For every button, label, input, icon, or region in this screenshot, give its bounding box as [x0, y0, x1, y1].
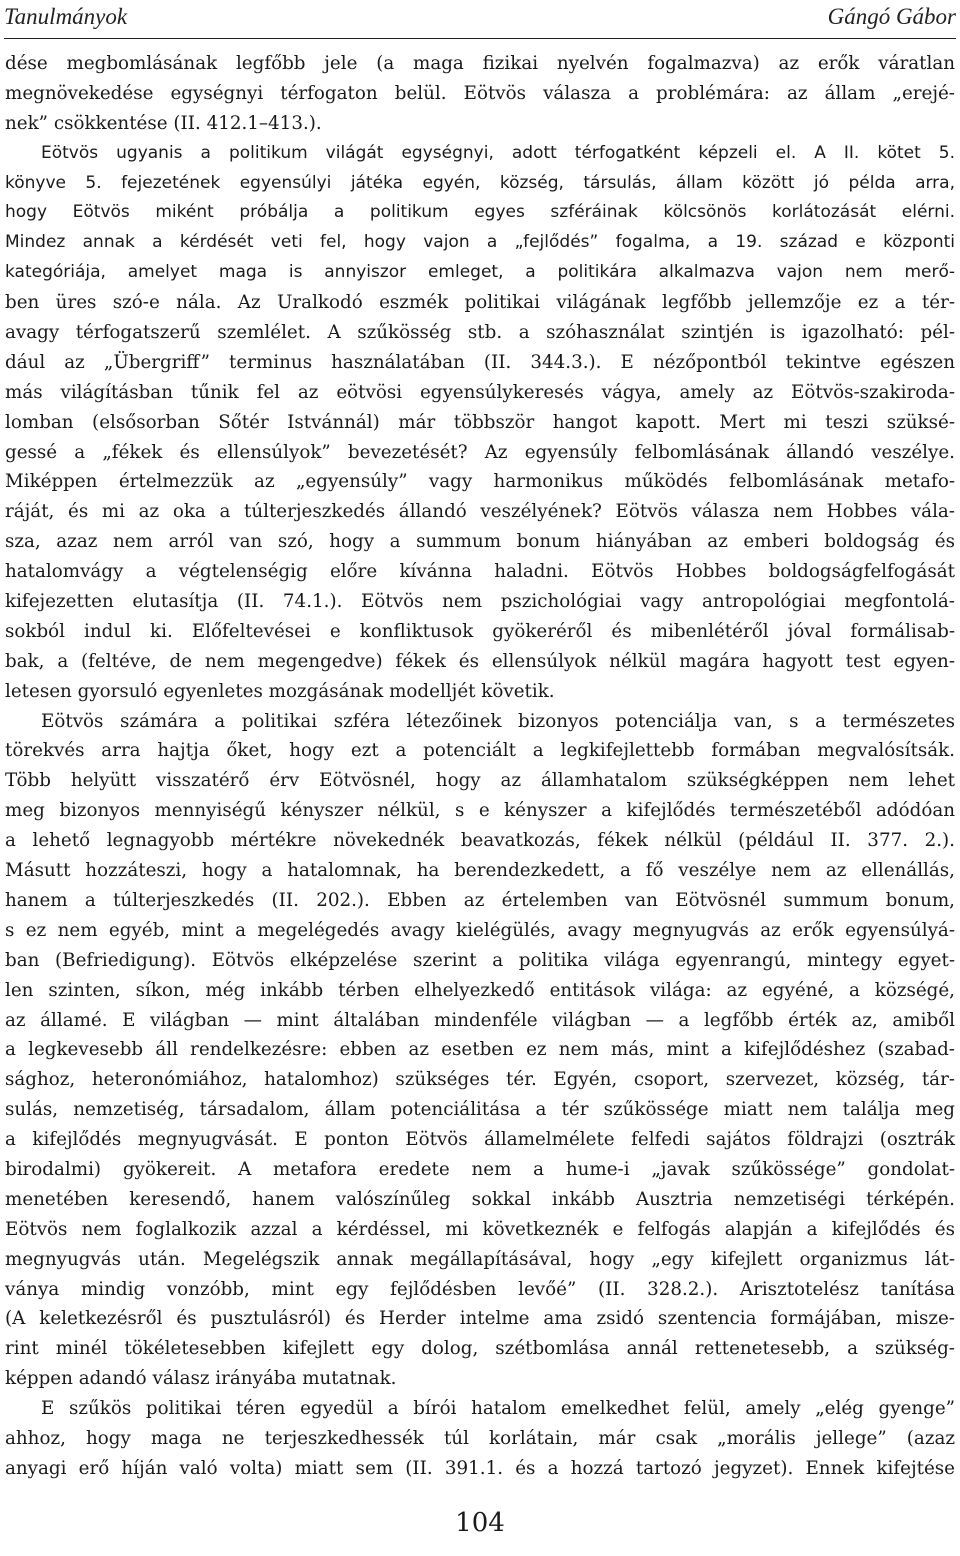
text-line: birodalmi) gyökereit. A metafora eredete nem a hume-i „javak szűkössége” gondolat- [5, 1158, 955, 1180]
text-line: hogy Eötvös miként próbálja a politikum egyes szféráinak kölcsönös korlátozását elérni. [5, 202, 955, 223]
text-line: könyve 5. fejezetének egyensúlyi játéka egyén, község, társulás, állam között jó példa arra, [5, 172, 955, 193]
body-text [5, 49, 955, 1484]
text-line: Miképpen értelmezzük az „egyensúly” vagy harmonikus működés felbomlásának metafo- [5, 471, 955, 493]
running-header [4, 0, 956, 34]
header-author: Gángó Gábor [827, 4, 956, 29]
text-line: ben üres szó-e nála. Az Uralkodó eszmék politikai világának legfőbb jellemzője ez a tér- [5, 292, 955, 314]
text-line: képpen adandó válasz irányába mutatnak. [5, 1368, 397, 1390]
text-line: menetében keresendő, hanem valószínűleg sokkal inkább Ausztria nemzetiségi térképén. [5, 1188, 955, 1210]
text-line: ráját, és mi az oka a túlterjeszkedés állandó veszélyének? Eötvös válasza nem Hobbes vála- [5, 501, 955, 523]
text-line: lomban (elsősorban Sőtér Istvánnál) már többször hangot kapott. Mert mi teszi szüksé- [5, 411, 955, 433]
text-line: hatalomvágy a végtelenségig előre kívánna haladni. Eötvös Hobbes boldogságfelfogását [5, 561, 955, 583]
text-line: rint minél tökéletesebben kifejlett egy dolog, szétbomlása annál rettenetesebb, a szükség- [5, 1338, 955, 1360]
text-line: az államé. E világban — mint általában mindenféle világban — a legfőbb érték az, amiből [5, 1009, 955, 1031]
text-line: anyagi erő híján való volta) miatt sem (II. 391.1. és a hozzá tartozó jegyzet). Ennek kifejtése [5, 1457, 955, 1479]
text-line: ványa mindig vonzóbb, mint egy fejlődésben levőé” (II. 328.2.). Arisztotelész tanítása [5, 1278, 955, 1300]
text-line: a kifejlődés megnyugvását. E ponton Eötvös államelmélete felfedi sajátos földrajzi (osztrák [5, 1129, 955, 1151]
text-line: meg bizonyos mennyiségű kényszer nélkül, s e kényszer a kifejlődés természetéből adódóan [5, 800, 955, 822]
text-line: Eötvös nem foglalkozik azzal a kérdéssel, mi következnék e felfogás alapján a kifejlődés és [5, 1218, 955, 1240]
text-line: a legkevesebb áll rendelkezésre: ebben az esetben ez nem más, mint a kifejlődéshez (szabad- [5, 1039, 955, 1061]
text-line: megnövekedése egységnyi térfogaton belül. Eötvös válasza a problémára: az állam „erejé- [5, 82, 955, 104]
text-line: sághoz, heteronómiához, hatalomhoz) szükséges tér. Egyén, csoport, szervezet, község, tár- [5, 1069, 955, 1091]
text-line: avagy térfogatszerű szemlélet. A szűkösség stb. a szóhasználat szintjén is igazolható: pél- [5, 322, 955, 344]
page-number: 104 [455, 1508, 505, 1538]
text-line: ban (Befriedigung). Eötvös elképzelése szerint a politika világa egyenrangú, mintegy egyet- [5, 949, 955, 971]
header-section-title: Tanulmányok [4, 4, 128, 29]
text-line: Eötvös számára a politikai szféra létezőinek bizonyos potenciálja van, s a természetes [41, 710, 955, 732]
text-line: dául az „Übergriff” terminus használatában (II. 344.3.). E nézőpontból tekintve egészen [5, 351, 955, 373]
text-line: len szinten, síkon, még inkább térben elhelyezkedő entitások világa: az egyéné, a községé, [5, 979, 955, 1001]
text-line: sza, azaz nem arról van szó, hogy a summum bonum hiányában az emberi boldogság és [5, 531, 955, 553]
text-line: (A keletkezésről és pusztulásról) és Herder intelme ama zsidó szentencia formájában, misze- [5, 1308, 955, 1330]
header-rule [4, 38, 956, 39]
text-line: hanem a túlterjeszkedés (II. 202.). Ebben az értelemben van Eötvösnél summum bonum, [5, 889, 955, 911]
text-line: Mindez annak a kérdését veti fel, hogy vajon a „fejlődés” fogalma, a 19. század e központi [5, 232, 955, 253]
text-line: megnyugvás után. Megelégszik annak megállapításával, hogy „egy kifejlett organizmus lát- [5, 1248, 955, 1270]
text-line: gessé a „fékek és ellensúlyok” bevezetését? Az egyensúly felbomlásának állandó veszélye. [5, 441, 955, 463]
text-line: más világításban tűnik fel az eötvösi egyensúlykeresés vágya, amely az Eötvös-szakiroda- [5, 381, 955, 403]
text-line: Eötvös ugyanis a politikum világát egységnyi, adott térfogatként képzeli el. A II. kötet 5. [41, 142, 955, 163]
text-line: E szűkös politikai téren egyedül a bírói hatalom emelkedhet felül, amely „elég gyenge” [41, 1398, 955, 1420]
text-line: s ez nem egyéb, mint a megelégedés avagy kielégülés, avagy megnyugvás az erők egyensúlyá- [5, 919, 955, 941]
text-line: bak, a (feltéve, de nem megengedve) fékek és ellensúlyok nélkül magára hagyott test egyen- [5, 650, 955, 672]
text-line: dése megbomlásának legfőbb jele (a maga fizikai nyelvén fogalmazva) az erők váratlan [5, 53, 955, 74]
text-line: törekvés arra hajtja őket, hogy ezt a potenciált a legkifejlettebb formában megvalósítsák. [5, 740, 955, 762]
text-line: Másutt hozzáteszi, hogy a hatalomnak, ha berendezkedett, a fő veszélye nem az ellenállás, [5, 860, 955, 882]
text-line: letesen gyorsuló egyenletes mozgásának modelljét követik. [5, 680, 555, 702]
text-line: kategóriája, amelyet maga is annyiszor emleget, a politikára alkalmazva vajon nem merő- [5, 262, 955, 283]
text-line: sulás, nemzetiség, társadalom, állam potenciálitása a tér szűkössége miatt nem találja meg [5, 1099, 955, 1121]
text-line: sokból indul ki. Előfeltevései e konfliktusok gyökeréről és mibenlétéről jóval formálisab- [5, 620, 955, 642]
text-line: nek” csökkentése (II. 412.1–413.). [5, 112, 322, 134]
text-line: Több helyütt visszatérő érv Eötvösnél, hogy az államhatalom szükségképpen nem lehet [5, 770, 955, 792]
text-line: a lehető legnagyobb mértékre növekednék beavatkozás, fékek nélkül (például II. 377. 2.). [5, 830, 955, 852]
text-line: kifejezetten elutasítja (II. 74.1.). Eötvös nem pszichológiai vagy antropológiai megfontolá- [5, 591, 955, 613]
text-line: ahhoz, hogy maga ne terjeszkedhessék túl korlátain, már csak „morális jellege” (azaz [5, 1427, 955, 1449]
